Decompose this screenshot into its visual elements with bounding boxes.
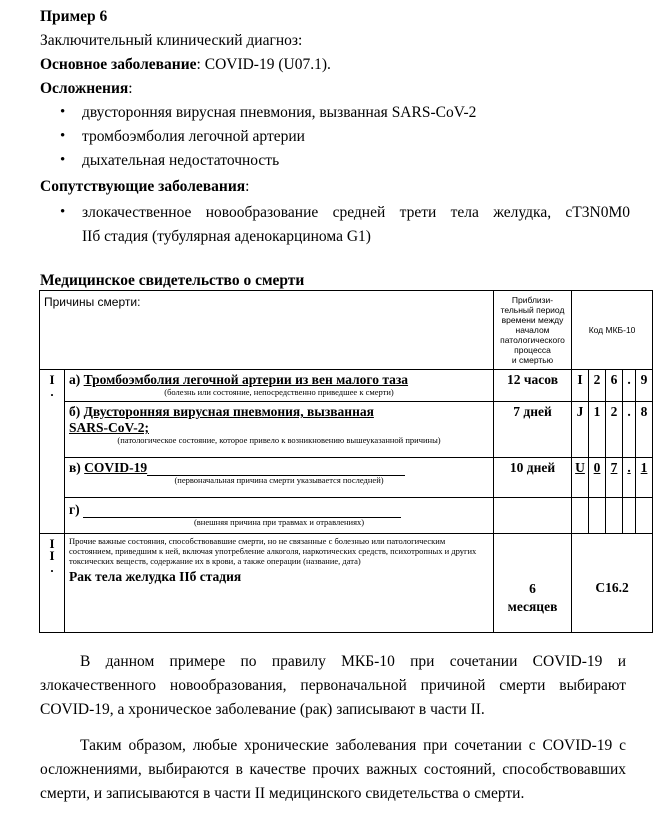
comorbid-list bbox=[40, 204, 630, 252]
code-cell: U bbox=[572, 458, 589, 498]
cause-hint: (патологическое состояние, которое привело к возникновению вышеуказанной причины) bbox=[117, 435, 441, 445]
cause-text: COVID-19 bbox=[84, 460, 148, 475]
period-a: 12 часов bbox=[494, 370, 572, 402]
cause-text-cont: SARS-CoV-2; bbox=[69, 420, 149, 435]
complications-heading bbox=[40, 80, 133, 98]
final-diagnosis-intro: Заключительный клинический диагноз: bbox=[40, 32, 303, 49]
causes-header: Причины смерти: bbox=[44, 295, 141, 309]
cause-text: Тромбоэмболия легочной артерии из вен малого таза bbox=[83, 372, 409, 387]
paragraph-1: В данном примере по правилу МКБ-10 при сочетании COVID-19 и злокачественного новообразования, первоначальной причиной смерти выбирают COVID-19, а хроническое заболевание (рак) записывают в части II. bbox=[40, 653, 626, 718]
list-item: • дыхательная недостаточность bbox=[40, 152, 476, 176]
main-disease-line bbox=[40, 56, 331, 74]
row-letter: б) bbox=[69, 404, 81, 419]
code-cell bbox=[623, 498, 636, 534]
code-cell: 8 bbox=[636, 402, 653, 458]
list-item: • двусторонняя вирусная пневмония, вызванная SARS-CoV-2 bbox=[40, 104, 476, 128]
comorbid-item-line2: IIб стадия (тубулярная аденокарцинома G1) bbox=[82, 228, 371, 245]
blank-line bbox=[83, 504, 401, 518]
period-b: 7 дней bbox=[494, 402, 572, 458]
part2-label: I I . bbox=[40, 534, 65, 633]
code-cell: . bbox=[623, 402, 636, 458]
paragraph-2: Таким образом, любые хронические заболевания при сочетании с COVID-19 с осложнениями, выбираются в качестве прочих важных состояний, способствовавших смерти, и записываются в части II медицинского свидетельства о смерти. bbox=[40, 737, 626, 802]
code-cell: I bbox=[572, 370, 589, 402]
part1-label: I . bbox=[40, 370, 65, 534]
cause-row-b bbox=[65, 402, 494, 458]
code-cell: 2 bbox=[589, 370, 606, 402]
list-item: • тромбоэмболия легочной артерии bbox=[40, 128, 476, 152]
comorbid-label: Сопутствующие заболевания bbox=[40, 178, 246, 195]
code-cell: 0 bbox=[589, 458, 606, 498]
main-disease-value: : COVID-19 (U07.1). bbox=[196, 56, 331, 73]
part2-cell bbox=[65, 534, 494, 633]
complications-colon: : bbox=[128, 80, 133, 97]
complications-label: Осложнения bbox=[40, 80, 129, 97]
death-certificate-table bbox=[39, 290, 653, 633]
code-cell bbox=[572, 498, 589, 534]
part2-text: Рак тела желудка IIб стадия bbox=[69, 569, 242, 584]
cause-hint: (первоначальная причина смерти указывается последней) bbox=[174, 475, 384, 485]
code-cell: J bbox=[572, 402, 589, 458]
code-cell: 9 bbox=[636, 370, 653, 402]
part2-period-number: 6 bbox=[529, 581, 536, 596]
complications-list bbox=[40, 104, 476, 176]
code-cell: 1 bbox=[636, 458, 653, 498]
code-cell: . bbox=[623, 370, 636, 402]
code-cell bbox=[636, 498, 653, 534]
code-cell bbox=[606, 498, 623, 534]
part2-period-unit: месяцев bbox=[507, 599, 558, 614]
cause-hint: (болезнь или состояние, непосредственно приведшее к смерти) bbox=[164, 387, 394, 397]
main-disease-label: Основное заболевание bbox=[40, 56, 197, 73]
comorbid-heading bbox=[40, 178, 249, 196]
row-letter: а) bbox=[69, 372, 81, 387]
code-cell: . bbox=[623, 458, 636, 498]
blank-line bbox=[147, 462, 405, 476]
comorbid-colon: : bbox=[245, 178, 250, 195]
row-letter: г) bbox=[69, 502, 80, 517]
code-cell: 2 bbox=[606, 402, 623, 458]
list-item bbox=[40, 204, 630, 252]
code-cell: 6 bbox=[606, 370, 623, 402]
causes-header-cell bbox=[40, 291, 494, 370]
period-c: 10 дней bbox=[494, 458, 572, 498]
cause-text: Двусторонняя вирусная пневмония, вызванная bbox=[83, 404, 374, 419]
code-cell: 7 bbox=[606, 458, 623, 498]
comorbid-item-line1: • злокачественное новообразование средней трети тела желудка, сT3N0M0 bbox=[82, 204, 630, 221]
certificate-title: Медицинское свидетельство о смерти bbox=[40, 272, 305, 289]
cause-row-a bbox=[65, 370, 494, 402]
example-heading: Пример 6 bbox=[40, 8, 108, 25]
period-header: Приблизи- тельный период времени между началом патологического процесса и смертью bbox=[494, 291, 572, 370]
cause-row-c bbox=[65, 458, 494, 498]
part2-period bbox=[494, 534, 572, 633]
part2-code: C16.2 bbox=[572, 534, 653, 633]
period-d bbox=[494, 498, 572, 534]
cause-row-d bbox=[65, 498, 494, 534]
icd-header: Код МКБ-10 bbox=[572, 291, 653, 370]
cause-hint: (внешняя причина при травмах и отравлениях) bbox=[193, 517, 365, 527]
part2-note: Прочие важные состояния, способствовавшие смерти, но не связанные с болезнью или патологическим состоянием, приведшим к ней, включая употребление алкоголя, наркотических средств, психотропных и других токсических веществ, содержание их в крови, а также операции (название, дата) bbox=[69, 536, 477, 566]
explanation-text bbox=[40, 650, 626, 806]
code-cell: 1 bbox=[589, 402, 606, 458]
code-cell bbox=[589, 498, 606, 534]
row-letter: в) bbox=[69, 460, 81, 475]
